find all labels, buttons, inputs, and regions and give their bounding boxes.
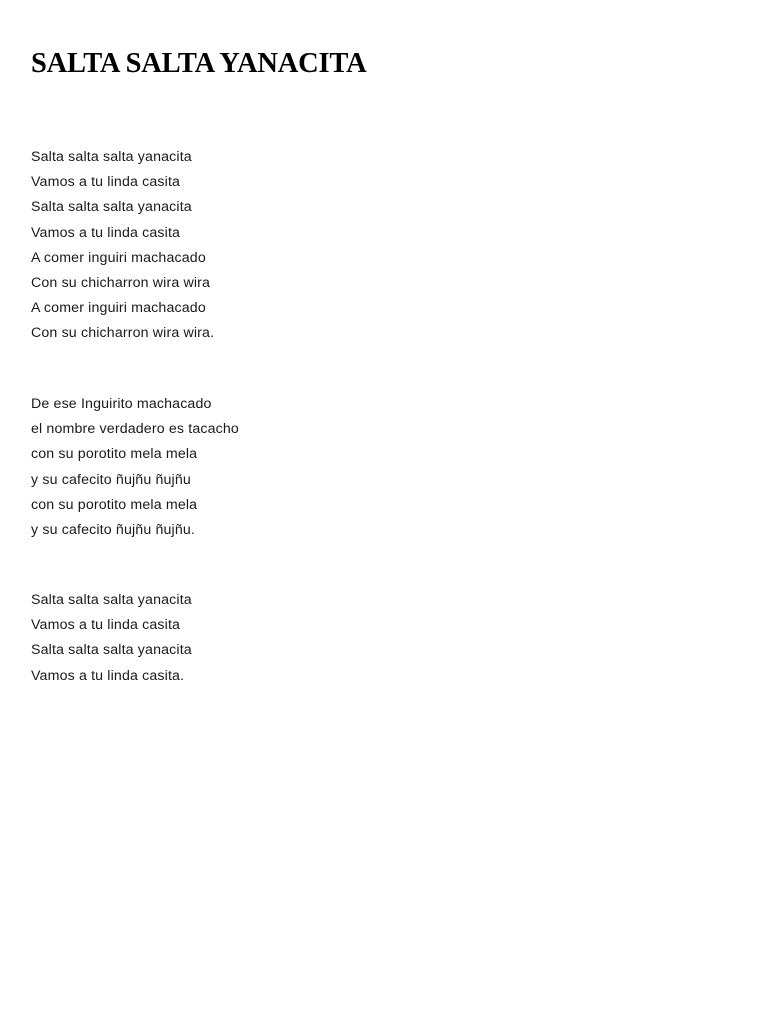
lyric-line: De ese Inguirito machacado: [31, 396, 212, 412]
lyric-line: Vamos a tu linda casita: [31, 224, 181, 241]
lyric-line: Con su chicharron wira wira: [31, 274, 211, 291]
stanza-1: [31, 145, 214, 347]
lyric-line: Vamos a tu linda casita: [31, 617, 181, 634]
lyric-line: Salta salta salta yanacita: [31, 199, 192, 216]
lyric-line: Salta salta salta yanacita: [31, 642, 192, 659]
lyric-line: A comer inguiri machacado: [31, 249, 206, 266]
stanza-2: [31, 392, 239, 543]
lyric-line: con su porotito mela mela: [31, 446, 198, 463]
stanza-3: [31, 588, 192, 689]
document-title: SALTA SALTA YANACITA: [31, 48, 367, 79]
lyric-line: Vamos a tu linda casita: [31, 174, 181, 191]
lyric-line: el nombre verdadero es tacacho: [31, 421, 239, 438]
lyric-line: Salta salta salta yanacita: [31, 592, 192, 608]
lyric-line: y su cafecito ñujñu ñujñu.: [31, 521, 196, 538]
lyric-line: Con su chicharron wira wira.: [31, 325, 215, 342]
lyric-line: Salta salta salta yanacita: [31, 149, 192, 165]
lyric-line: y su cafecito ñujñu ñujñu: [31, 471, 191, 488]
lyric-line: con su porotito mela mela: [31, 496, 198, 513]
lyric-line: A comer inguiri machacado: [31, 300, 206, 317]
lyric-line: Vamos a tu linda casita.: [31, 667, 185, 684]
